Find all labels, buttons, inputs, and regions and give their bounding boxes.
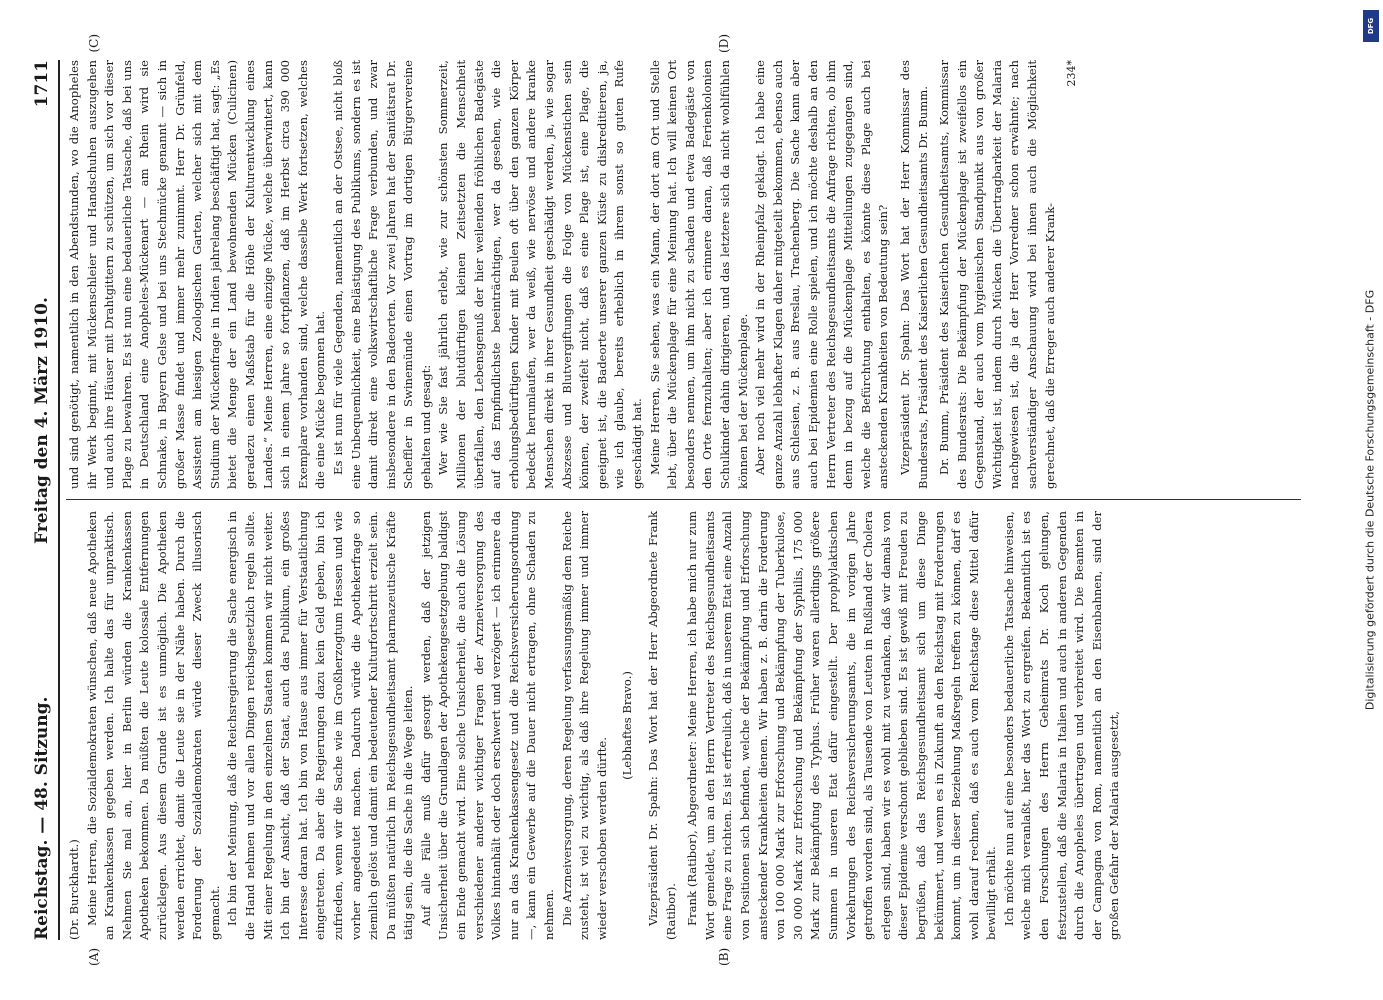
paragraph: Meine Herren, die Sozialdemokraten wünschen, daß neue Apotheken an Krankenkassen gegeben werden. Ich halte das für unpraktisch. Nehmen Sie mal an, hier in Berlin würden die Krankenkassen Apotheken bekommen. Da müßten die Leute kolossale Entfernungen zurücklegen. Aus diesem Grunde ist es unmöglich. Die Apotheken werden errichtet, damit die Leute sie in der Nähe haben. Durch die Forderung der Sozialdemokraten würde dieser Zweck illusorisch gemacht. [84, 511, 222, 940]
digitization-note [1361, 10, 1379, 990]
paragraph: Meine Herren, Sie sehen, was ein Mann, der dort am Ort und Stelle lebt, über die Mückenplage für eine Meinung hat. Ich will keinen Ort besonders nennen, um ihm nicht zu schaden und etwa Badegäste von den Orte fernzuhalten; aber ich erinnere daran, daß Ferienkolonien Schulkinder dahin dirigieren, und das letztere sich da nicht wohlfühlen können bei der Mückenplage. [647, 60, 750, 489]
page-number: 1711 [31, 60, 52, 108]
header-rule [58, 60, 60, 940]
paragraph: Dr. Bumm, Präsident des Kaiserlichen Gesundheitsamts, Kommissar des Bundesrats: Die Bekämpfung der Mückenplage ist zweifellos ein Gegenstand, der auch vom hygienischen Standpunkt aus von großer Wichtigkeit ist, indem durch Mücken die Übertragbarkeit der Malaria nachgewiesen ist, die ja der Herr Vorredner schon erwähnte; nach sachverständiger Anschauung wird bei ihnen auch die Möglichkeit gerechnet, daß die Erreger auch anderer Krank- [936, 60, 1057, 489]
president-remark: Vizepräsident Dr. Spahn: Das Wort hat der Herr Abgeordnete Frank (Ratibor). [645, 511, 678, 940]
speaker-ref: (Dr. Burckhardt.) [66, 839, 81, 940]
rotated-page [22, 30, 1362, 970]
paragraph: Frank (Ratibor), Abgeordneter: Meine Herren, ich habe mich nur zum Wort gemeldet, um an den Herrn Vertreter des Reichsgesundheitsamts eine Frage zu richten. Es ist erfreulich, daß in unserem Etat eine Anzahl von Positionen sich befinden, welche der Bekämpfung und Erforschung ansteckender Krankheiten dienen. Wir haben z. B. darin die Forderung von 100 000 Mark zur Erforschung und Bekämpfung der Tuberkulose, 30 000 Mark zur Erforschung und Bekämpfung der Syphilis, 175 000 Mark zur Bekämpfung des Typhus. Früher waren allerdings größere Summen in unseren Etat dafür eingestellt. Der prophylaktischen Vorkehrungen des Reichsversicherungsamts, die im vorigen Jahre getroffen worden sind, als Tausende von Leuten in Rußland der Cholera erlegen sind, haben wir es wohl mit zu verdanken, daß wir damals von dieser Epidemie verschont geblieben sind. Es ist gewiß mit Freuden zu begrüßen, daß das Reichsgesundheitsamt sich um diese Dinge bekümmert, und wenn es in Zukunft an den Reichstag mit Forderungen kommt, um in dieser Beziehung Maßregeln treffen zu können, darf es wohl darauf rechnen, daß es auch vom Reichstage diese Mittel dafür bewilligt erhält. [684, 511, 998, 940]
president-remark: Vizepräsident Dr. Spahn: Das Wort hat der Herr Kommissar des Bundesrats, Präsident des Kaiserlichen Gesundheitsamts Dr. Bumm. [897, 60, 929, 489]
digitization-note-text: Digitalisierung gefördert durch die Deutsche Forschungsgemeinschaft - DFG [1363, 289, 1377, 711]
margin-marker-c: (C) [86, 34, 101, 53]
dfg-logo: DFG [1363, 10, 1379, 42]
margin-marker-b: (B) [716, 947, 731, 966]
header-date: Freitag den 4. März 1910. [31, 297, 52, 544]
footer-number: 234* [1064, 60, 1078, 87]
quotation: Wer wie Sie fast jährlich erlebt, wie zur schönsten Sommerzeit, Millionen der blutdürftigen kleinen Zeitsetzten die Menschheit überfallen, den Lebensgenuß der hier weilenden fröhlichen Badegäste auf das Empfindlichste beeinträchtigen, wer da gesehen, wie die erholungsbedürftigen Kinder mit Beulen oft über den ganzen Körper bedeckt herumlaufen, wer da weiß, wie nervöse und andere kranke Menschen direkt in ihrer Gesundheit geschädigt werden, ja, wie sogar Abszesse und Blutvergiftungen die Folge von Mückenstichen sein können, der zweifelt nicht, daß es eine Plage ist, eine Plage, die geeignet ist, die Badeorte unserer ganzen Küste zu diskreditieren, ja, wie ich glaube, bereits erheblich in ihrem sonst so guten Rufe geschädigt hat. [435, 60, 644, 489]
header-left: Reichstag. — 48. Sitzung. [31, 696, 52, 940]
page-header [32, 60, 56, 940]
right-column [66, 34, 1301, 489]
column-divider [66, 499, 1301, 500]
paragraph: Aber noch viel mehr wird in der Rheinpfalz geklagt. Ich habe eine ganze Anzahl lebhafter Klagen daher mitgeteilt bekommen, ebenso auch aus Schlesien, z. B. aus Breslau, Trachenberg. Die Sache kann aber auch bei Epidemien eine Rolle spielen, und ich möchte deshalb an den Herrn Vertreter des Reichsgesundheitsamts die Anfrage richten, ob ihm denn in bezug auf die Mückenplage Mitteilungen zugegangen sind, welche die Befürchtung enthalten, es könnte diese Plage auch bei ansteckenden Krankheiten von Bedeutung sein? [752, 60, 890, 489]
margin-marker-a: (A) [86, 947, 101, 966]
paragraph: Es ist nun für viele Gegenden, namentlich an der Ostsee, nicht bloß eine Unbequemlichkeit, eine Belästigung des Publikums, sondern es ist damit direkt eine volkswirtschaftliche Frage verbunden, und zwar insbesondere in den Badeorten. Vor zwei Jahren hat der Sanitätsrat Dr. Scheffler in Swinemünde einen Vortrag im dortigen Bürgervereine gehalten und gesagt: [330, 60, 433, 489]
margin-marker-d: (D) [716, 34, 731, 53]
paragraph: Ich bin der Meinung, daß die Reichsregierung die Sache energisch in die Hand nehmen und vor allen Dingen reichsgesetzlich regeln sollte. Mit einer Regelung in den einzelnen Staaten kommen wir nicht weiter. Ich bin der Ansicht, daß der Staat, auch das Publikum, ein großes Interesse daran hat. Ich bin von Hause aus immer für Verstaatlichung eingetreten. Da aber die Regierungen dazu kein Geld geben, bin ich zufrieden, wenn wir die Sache wie im Großherzogtum Hessen und wie vorher angedeutet machen. Dadurch würde die Apothekerfrage so ziemlich gelöst und damit ein bedeutender Kulturfortschritt erzielt sein. Da müßten natürlich im Reichsgesundheitsamt pharmazeutische Kräfte tätig sein, die die Sache in die Wege leiten. [224, 511, 415, 940]
applause-note: (Lebhaftes Bravo.) [619, 671, 634, 780]
paragraph: und sind genötigt, namentlich in den Abendstunden, wo die Anopheles ihr Werk beginnt, mit Mückenschleier und Handschuhen auszugehen und auch ihre Häuser mit Drahtgittern zu schützen, um sich vor dieser Plage zu bewahren. Es ist nun eine bedauerliche Tatsache, daß bei uns in Deutschland eine Anopheles-Mückenart — am Rhein wird sie Schnake, in Bayern Gelse und bei uns Stechmücke genannt — sich in großer Masse findet und immer mehr zunimmt. Herr Dr. Grünfeld, Assistent am hiesigen Zoologischen Garten, welcher sich mit dem Studium der Mückenfrage in Indien jahrelang beschäftigt hat, sagt: „Es bietet die Menge der ein Land bewohnenden Mücken (Culicinen) geradezu einen Maßstab für die Höhe der Kulturentwicklung eines Landes.“ Meine Herren, eine einzige Mücke, welche überwintert, kann sich in einem Jahre so fortpflanzen, daß im Herbst circa 390 000 Exemplare vorhanden sind, welche dasselbe Werk fortsetzen, welches die eine Mücke begonnen hat. [66, 60, 327, 489]
text-columns [66, 34, 1301, 966]
paragraph: Ich möchte nun auf eine besonders bedauerliche Tatsache hinweisen, welche mich veranlaßt, hier das Wort zu ergreifen. Bekanntlich ist es den Forschungen des Herrn Geheimrats Dr. Koch gelungen, festzustellen, daß die Malaria in Italien und auch in anderen Gegenden durch die Anopheles übertragen und verbreitet wird. Die Beamten in der Campagna von Rom, namentlich an den Eisenbahnen, sind der großen Gefahr der Malaria ausgesetzt, [1001, 511, 1121, 940]
paragraph: Die Arzneiversorgung, deren Regelung verfassungsmäßig dem Reiche zusteht, ist viel zu wichtig, als daß ihre Regelung immer und immer wieder verschoben werden dürfte. [559, 511, 609, 940]
paragraph: Auf alle Fälle muß dafür gesorgt werden, daß der jetzigen Unsicherheit über die Grundlagen der Apothekengesetzgebung baldigst ein Ende gemacht wird. Eine solche Unsicherheit, die auch die Lösung verschiedener anderer wichtiger Fragen der Arzneiversorgung des Volkes hintanhält oder doch erschwert und verzögert — ich erinnere da nur an das Krankenkassengesetz und die Reichsversicherungsordnung —, kann ein Gewerbe auf die Dauer nicht ertragen, ohne Schaden zu nehmen. [418, 511, 556, 940]
left-column [66, 511, 1301, 966]
